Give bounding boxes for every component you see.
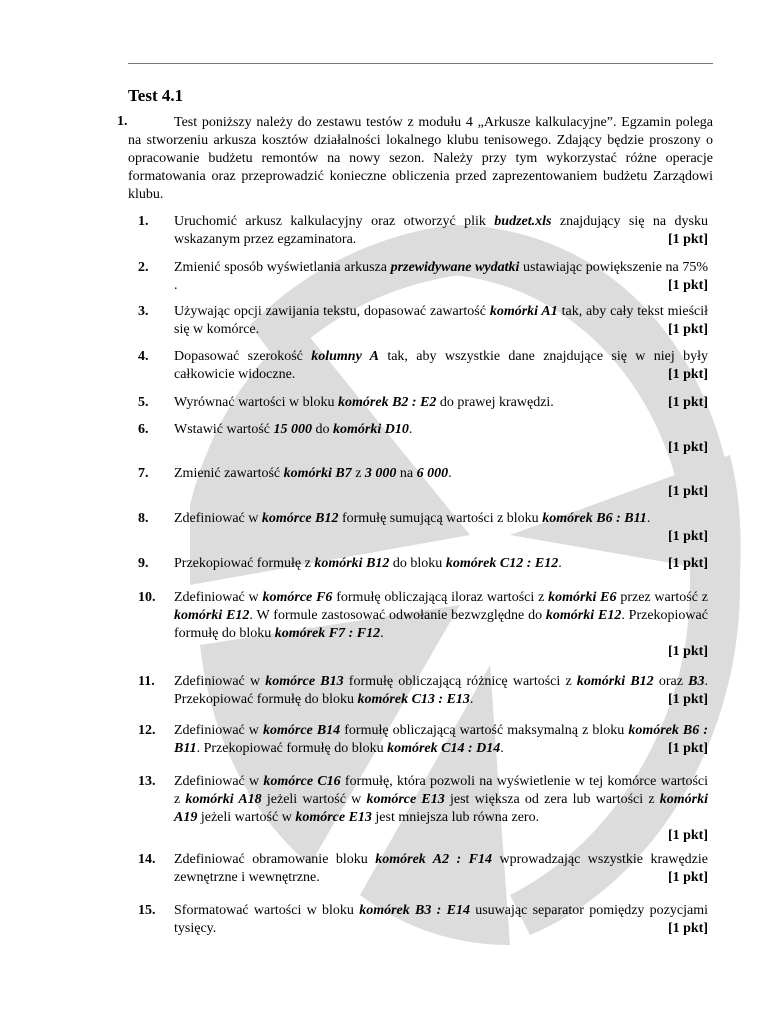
task-text: Wyrównać wartości w bloku komórek B2 : E2 do prawej krawędzi. [1 pkt]	[174, 395, 708, 410]
task-number: 12.	[138, 723, 156, 738]
points-label: [1 pkt]	[667, 741, 708, 756]
task-text: Zdefiniować w komórce B13 formułę obliczającą różnicę wartości z komórki B12 oraz B3. Przekopiować formułę do bloku komórek C13 : E13. [1 pkt]	[174, 674, 709, 707]
task-number: 11.	[138, 674, 155, 689]
task-text: Uruchomić arkusz kalkulacyjny oraz otworzyć plik budzet.xls znajdujący się na dysku wskazanym przez egzaminatora. [1 pkt]	[174, 214, 708, 247]
task-number: 5.	[138, 395, 149, 410]
task-text: Zdefiniować w komórce C16 formułę, która pozwoli na wyświetlenie w tej komórce wartości z komórki A18 jeżeli wartość w komórce E13 jest większa od zera lub wartości z komórki A19 jeżeli wartość w komórce E13 jest mniejsza lub równa zero. [1 pkt]	[174, 774, 709, 843]
task-number: 9.	[138, 556, 149, 571]
task-text: Zdefiniować w komórce B14 formułę obliczającą wartość maksymalną z bloku komórek B6 : B11. Przekopiować formułę do bloku komórek C14 : D14. [1 pkt]	[174, 723, 708, 756]
task-number: 13.	[138, 774, 156, 789]
points-label: [1 pkt]	[667, 644, 708, 659]
task-text: Zdefiniować obramowanie bloku komórek A2 : F14 wprowadzając wszystkie krawędzie zewnętrzne i wewnętrzne. [1 pkt]	[174, 852, 708, 885]
intro-paragraph: Test poniższy należy do zestawu testów z modułu 4 „Arkusze kalkulacyjne”. Egzamin polega na stworzeniu arkusza kosztów działalności lokalnego klubu tenisowego. Zdający będzie proszony o opracowanie budżetu remontów na nowy sezon. Należy przy tym wykorzystać różne operacje formatowania oraz przeprowadzić konieczne obliczenia przed zaprezentowaniem budżetu Zarządowi klubu.	[128, 115, 713, 202]
task-text: Dopasować szerokość kolumny A tak, aby wszystkie dane znajdujące się w niej były całkowicie widoczne. [1 pkt]	[174, 349, 708, 382]
points-label: [1 pkt]	[667, 367, 708, 382]
header-rule	[128, 63, 713, 64]
task-text: Zdefiniować w komórce B12 formułę sumującą wartości z bloku komórek B6 : B11. [1 pkt]	[174, 511, 708, 544]
task-number: 1.	[138, 214, 149, 229]
points-label: [1 pkt]	[667, 529, 708, 544]
task-text: Wstawić wartość 15 000 do komórki D10. [1 pkt]	[174, 422, 708, 455]
test-title: Test 4.1	[128, 86, 184, 105]
task-text: Zmienić zawartość komórki B7 z 3 000 na 6 000. [1 pkt]	[174, 466, 708, 499]
points-label: [1 pkt]	[667, 395, 708, 410]
points-label: [1 pkt]	[667, 484, 708, 499]
points-label: [1 pkt]	[667, 828, 708, 843]
points-label: [1 pkt]	[667, 692, 708, 707]
task-text: Zdefiniować w komórce F6 formułę obliczającą iloraz wartości z komórki E6 przez wartość z komórki E12. W formule zastosować odwołanie bezwzględne do komórki E12. Przekopiować formułę do bloku komórek F7 : F12. [1 pkt]	[174, 590, 709, 659]
task-number: 7.	[138, 466, 149, 481]
task-text: Zmienić sposób wyświetlania arkusza przewidywane wydatki ustawiając powiększenie na 75% . [1 pkt]	[174, 260, 708, 293]
points-label: [1 pkt]	[667, 232, 708, 247]
points-label: [1 pkt]	[667, 870, 708, 885]
task-number: 6.	[138, 422, 149, 437]
main-section-number: 1.	[117, 114, 128, 129]
task-number: 3.	[138, 304, 149, 319]
points-label: [1 pkt]	[667, 556, 708, 571]
task-text: Używając opcji zawijania tekstu, dopasować zawartość komórki A1 tak, aby cały tekst mieścił się w komórce. [1 pkt]	[174, 304, 709, 337]
task-text: Sformatować wartości w bloku komórek B3 : E14 usuwając separator pomiędzy pozycjami tysięcy. [1 pkt]	[174, 903, 708, 936]
points-label: [1 pkt]	[667, 322, 708, 337]
task-number: 10.	[138, 590, 156, 605]
points-label: [1 pkt]	[667, 921, 708, 936]
task-number: 14.	[138, 852, 156, 867]
task-number: 4.	[138, 349, 149, 364]
points-label: [1 pkt]	[667, 440, 708, 455]
task-number: 2.	[138, 260, 149, 275]
task-text: Przekopiować formułę z komórki B12 do bloku komórek C12 : E12. [1 pkt]	[174, 556, 708, 571]
task-number: 8.	[138, 511, 149, 526]
task-number: 15.	[138, 903, 156, 918]
points-label: [1 pkt]	[667, 278, 708, 293]
